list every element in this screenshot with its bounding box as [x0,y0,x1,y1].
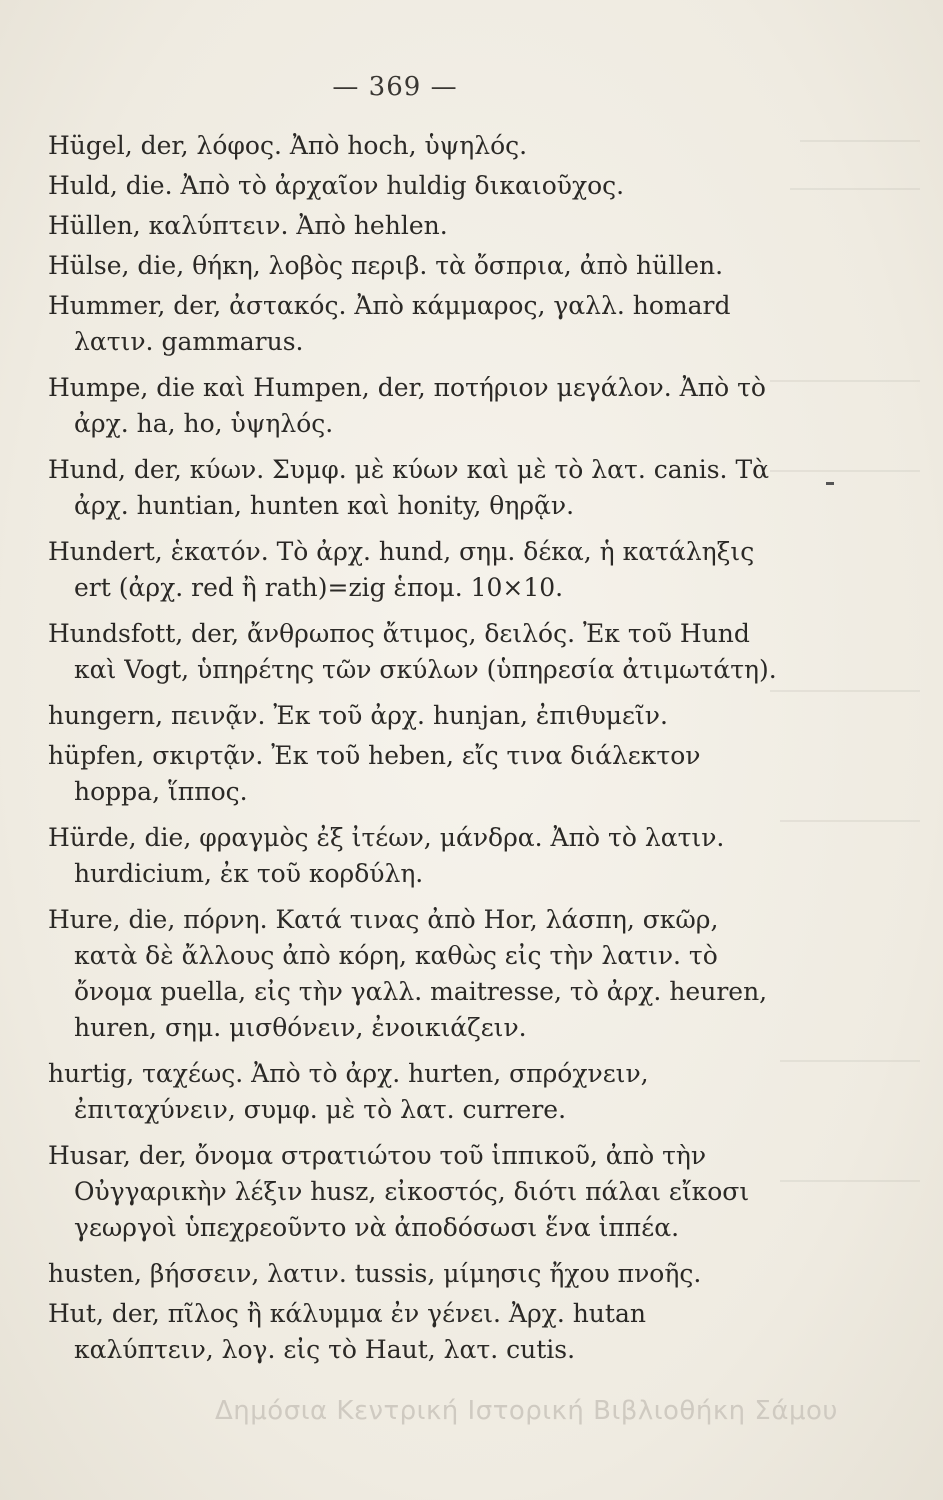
entry: husten, βήσσειν, λατιν. tussis, μίμησις ἤχου πνοῆς. [48,1259,702,1288]
entry: hüpfen, σκιρτᾷν. Ἐκ τοῦ heben, εἴς τινα διάλεκτον hoppa, ἵππος. [48,741,701,806]
entry: Humpe, die καὶ Humpen, der, ποτήριον μεγάλον. Ἀπὸ τὸ ἀρχ. ha, ho, ὑψηλός. [48,373,766,438]
entry: Husar, der, ὄνομα στρατιώτου τοῦ ἱππικοῦ, ἀπὸ τὴν Οὐγγαρικὴν λέξιν husz, εἰκοστός, διότι πάλαι εἴκοσι γεωργοὶ ὑπεχρεοῦντο νὰ ἀποδόσωσι ἕνα ἱππέα. [48,1141,750,1242]
entry: Hund, der, κύων. Συμφ. μὲ κύων καὶ μὲ τὸ λατ. canis. Τὰ ἀρχ. huntian, hunten καὶ honity, θηρᾷν. [48,455,770,520]
entry: Hundert, ἑκατόν. Τὸ ἀρχ. hund, σημ. δέκα, ἡ κατάληξις ert (ἀρχ. red ἢ rath)=zig ἑπομ. 10×10. [48,537,755,602]
entry: Hüllen, καλύπτειν. Ἀπὸ hehlen. [48,211,448,240]
entry: Hure, die, πόρνη. Κατά τινας ἀπὸ Hor, λάσπη, σκῶρ, κατὰ δὲ ἄλλους ἀπὸ κόρη, καθὼς εἰς τὴν λατιν. τὸ ὄνομα puella, εἰς τὴν γαλλ. maitresse, τὸ ἀρχ. heuren, huren, σημ. μισθόνειν, ἐνοικιάζειν. [48,905,768,1042]
entry: Hummer, der, ἀστακός. Ἀπὸ κάμμαρος, γαλλ. homard λατιν. gammarus. [48,291,731,356]
entry: Hut, der, πῖλος ἢ κάλυμμα ἐν γένει. Ἀρχ. hutan καλύπτειν, λογ. εἰς τὸ Haut, λατ. cutis. [48,1299,646,1364]
library-watermark: Δημόσια Κεντρική Ιστορική Βιβλιοθήκη Σάμου [215,1396,838,1426]
entry: Hürde, die, φραγμὸς ἐξ ἰτέων, μάνδρα. Ἀπὸ τὸ λατιν. hurdicium, ἐκ τοῦ κορδύλη. [48,823,725,888]
entry: hungern, πεινᾷν. Ἐκ τοῦ ἀρχ. hunjan, ἐπιθυμεῖν. [48,701,668,730]
ink-mark [826,482,834,485]
page-number: — 369 — [332,72,458,102]
entry: Hülse, die, θήκη, λοβὸς περιβ. τὰ ὄσπρια, ἀπὸ hüllen. [48,251,724,280]
entry: hurtig, ταχέως. Ἀπὸ τὸ ἀρχ. hurten, σπρόχνειν, ἐπιταχύνειν, συμφ. μὲ τὸ λατ. currere. [48,1059,649,1124]
entry: Hügel, der, λόφος. Ἀπὸ hoch, ὑψηλός. [48,131,528,160]
dictionary-entries [48,128,778,1372]
entry: Huld, die. Ἀπὸ τὸ ἀρχαῖον huldig δικαιοῦχος. [48,171,625,200]
entry: Hundsfott, der, ἄνθρωπος ἄτιμος, δειλός. Ἐκ τοῦ Hund καὶ Vogt, ὑπηρέτης τῶν σκύλων (ὑπηρεσία ἀτιμωτάτη). [48,619,777,684]
